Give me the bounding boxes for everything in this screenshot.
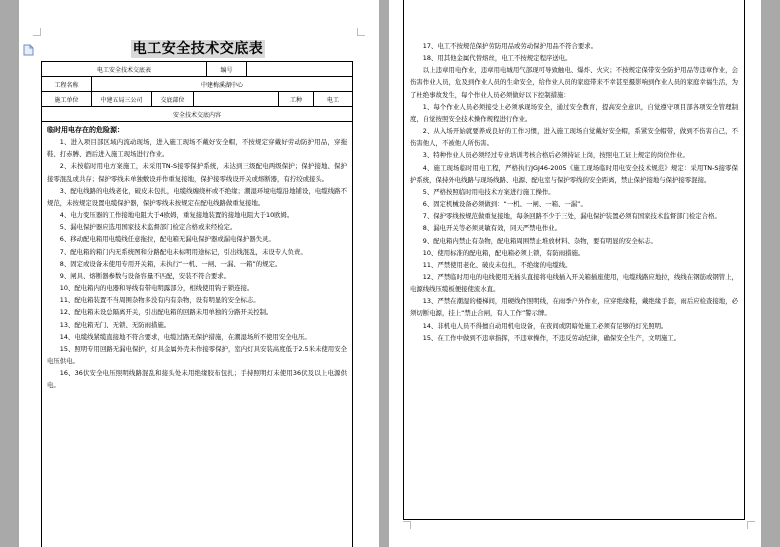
paragraph: 9、闸具、熔断器参数与设备容量不匹配，安装不符合要求。 (59, 271, 231, 280)
paragraph: 13、配电箱无门、无锁、无防雨措施。 (59, 320, 171, 329)
paragraph: 11、严禁使用老化、破皮未包扎，不绝缘的电缆线。 (422, 260, 572, 269)
paragraph: 4、施工现场临时用电工程，严格执行JGJ46-2005《施工现场临时用电安全技术规范》规定：采用TN-S接零保护系统，保持外电线路与现场线路、电源、配电室与保护零线的安全距离，禁止保护接地与保护接零混接。 (410, 163, 738, 184)
right-page (389, 0, 761, 547)
construction-unit-value[interactable]: 中建五局三公司 (92, 92, 152, 106)
left-page (19, 0, 379, 547)
number-value[interactable] (247, 62, 352, 76)
corner-mark (357, 28, 365, 36)
project-name-value[interactable]: 中建梅溪湖中心 (200, 81, 243, 89)
paragraph: 11、配电箱装置不当周围杂物多没有内有杂物，设有明显的安全标志。 (59, 296, 260, 305)
corner-mark (33, 28, 41, 36)
paragraph: 18、用其他金属代替熔丝，电工不按规定程序送电。 (422, 54, 572, 63)
paragraph: 1、进入项目部区域内流动现场，进入施工现场不戴好安全帽，不按规定穿戴好劳动防护用品，穿拖鞋、打赤膊、酒后进入施工现场进行作业。 (47, 138, 347, 159)
paragraph: 7、配电箱的箱门内无系统图和分路配电未标明用途标记，引出线混乱，未设专人负责。 (59, 247, 307, 256)
paragraph: 8、漏电开关等必须灵敏有效，同天严禁电作业。 (422, 224, 562, 233)
paragraph: 6、移动配电箱用电缆线任意拖拉，配电箱无漏电保护器或漏电保护器失灵。 (59, 235, 275, 244)
hazard-list (47, 136, 347, 391)
disclosure-content (42, 122, 352, 547)
paragraph: 17、电工不按规范保护劳防用品或劳动保护用品不符合要求。 (422, 42, 598, 50)
number-label: 编号 (207, 62, 247, 76)
paragraph: 14、电缆线紧缆直接地不符合要求，电缆过路无保护措施，在潮湿场所不使用安全电压。 (59, 332, 311, 341)
paragraph: 3、特种作业人员必须经过专业培训考核合格后必须持证上岗，按照电工证上规定的岗位作业。 (422, 151, 689, 160)
corner-mark (747, 521, 755, 529)
form-row-project (42, 77, 352, 92)
document-title: 电工安全技术交底表 (132, 41, 264, 57)
paragraph: 5、严格按照临时用电技术方案进行施工操作。 (422, 187, 555, 196)
corner-mark (403, 521, 411, 529)
continuation-box (403, 0, 745, 520)
paragraph: 以上违章用电作业，违章用电城用气部现可导致触电、爆炸、火灾；不按规定保带安全防护用品等违章作业，会伤害作业人员，危及到作业人员的生命安全，给作业人员的家庭带来不幸甚至摄影响到作业人员的家庭幸福生活，为了杜绝事故发生，每个作业人员必须做好以下控制措施： (410, 66, 738, 99)
paragraph: 14、非机电人员不得擅自动用机电设备，在夜间或阴暗处施工必须有足够的灯光照明。 (422, 321, 668, 330)
paragraph: 12、严禁临时用电的电线使用无插头直接将电线插入开关箱插座使用，电缆线路应地拉，线线在钢筋或钢管上，电源线线压缆板便接使流水直。 (410, 272, 738, 294)
paragraph: 12、配电箱未设总隔离开关，引出配电箱的回路未用单独的分路开关控制。 (59, 308, 273, 317)
paragraph: 15、在工作中做到不违章指挥，不违章操作，不违反劳动纪律，确保安全生产，文明施工。 (422, 333, 681, 342)
paragraph: 2、从入场开始就要养成良好的工作习惯，进入施工现场自觉戴好安全帽，系紧安全帽带，做到不伤害自己，不伤害他人，不被他人所伤害。 (410, 127, 738, 148)
paragraph: 15、照明专用回路无漏电保护，灯具金属外壳未作接零保护，室内灯具安装高度低于2.5米未使用安全电压供电。 (47, 344, 347, 365)
paragraph: 8、固定或设备未使用专用开关箱，未执行“一机、一闸、一漏、一箱”的规定。 (59, 259, 282, 268)
paragraph: 16、36伏安全电压照明线路混乱和接头处未用绝缘胶布包扎；手持照明灯未使用36伏及以上电源供电。 (47, 369, 347, 390)
trade-label: 工种 (279, 92, 314, 106)
paragraph: 2、未按临时用电方案施工，未采用TN-S接零保护系统，未达到三级配电两级保护；保护接地、保护接零混乱或共存；保护零线未单独敷设并作重复接地，保护接零线设开关或熔断器，有拧绞或接头。 (47, 162, 347, 183)
paragraph: 10、使用标准的配电箱，配电箱必须上锁，有防雨措施。 (422, 248, 585, 257)
disclosure-part-value[interactable] (194, 92, 279, 106)
trade-value[interactable]: 电工 (326, 96, 339, 104)
paragraph: 5、漏电保护器应选用国家技术监督部门检定合格或来经检定。 (59, 223, 237, 232)
measures-list (404, 0, 744, 344)
paragraph: 4、电力变压器的工作接地电阻大于4欧姆，重复接地装置的接地电阻大于10欧姆。 (59, 211, 294, 220)
hazard-heading: 临时用电存在的危险源： (47, 126, 124, 134)
content-title: 安全技术交底内容 (172, 111, 221, 119)
paragraph: 1、每个作业人员必须接受上必须承现场安全，通过安全教育，提高安全意识，自觉遵守项目部各项安全管理制度，自觉按照安全技术操作规程进行作业。 (410, 102, 738, 123)
form-name-cell: 电工安全技术交底表 (42, 62, 207, 76)
paragraph: 9、配电箱内禁止有杂物，配电箱周围禁止堆放材料、杂物，要有明显的安全标志。 (422, 236, 657, 245)
paragraph: 13、严禁在潮湿的楼梯间，用硬线作照明线，在雨季户外作业，应穿绝缘鞋，戴绝缘手套，雨后应检查接地，必须切断电源，挂上“禁止合闸，有人工作”警示牌。 (410, 297, 738, 318)
paragraph: 10、配电箱内的电器和导线有带电明露部分，相线使用钩子锁连接。 (59, 284, 254, 293)
paragraph: 3、配电线路的电线老化，破皮未包扎，电缆线缠绕杯或不绝缘；潮湿环境电缆沿地铺设，电缆线路不规范，未按规定设置电缆保护器，保护零线未按规定在配电线路做重复接地。 (47, 186, 347, 207)
disclosure-form (41, 61, 353, 547)
document-icon (23, 44, 34, 56)
form-row-content-title (42, 107, 352, 122)
paragraph: 7、保护零线按规范做重复接地，每条回路不少于三处，漏电保护装置必须有国家技术监督部门检定合格。 (422, 212, 721, 221)
construction-unit-label: 施工单位 (42, 92, 92, 106)
form-row-header (42, 62, 352, 77)
project-name-label: 工程名称 (42, 77, 92, 91)
form-row-unit (42, 92, 352, 107)
disclosure-part-label: 交底部位 (152, 92, 194, 106)
paragraph: 6、固定机械设备必须做到：“一机、一闸、一箱、一漏”。 (422, 200, 587, 209)
